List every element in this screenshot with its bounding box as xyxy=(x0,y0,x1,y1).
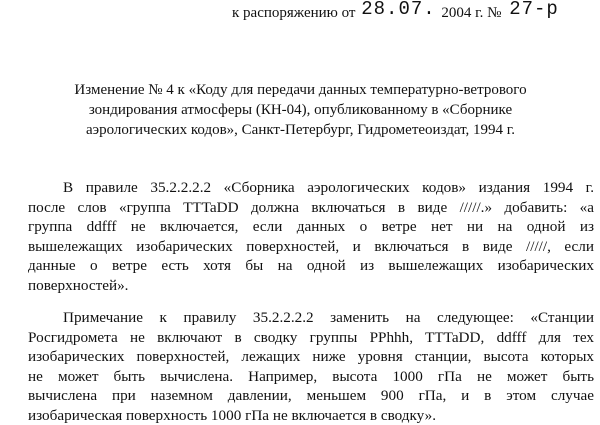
order-year: 2004 г. № xyxy=(441,5,501,21)
title-line: зондирования атмосферы (КН-04), опубликованному в «Сборнике xyxy=(28,100,573,120)
paragraph-line: после слов «группа TTTaDD должна включаться в виде /////.» добавить: «а xyxy=(28,198,594,218)
paragraph-line: группа ddfff не включается, если данных о ветре нет ни на одной из xyxy=(28,217,594,237)
title-line: аэрологических кодов», Санкт-Петербург, Гидрометеоиздат, 1994 г. xyxy=(28,120,573,140)
order-reference xyxy=(232,2,592,23)
paragraph-line: не может быть вычислена. Например, высота 1000 гПа не может быть xyxy=(28,367,594,387)
order-prefix: к распоряжению от xyxy=(232,5,355,21)
paragraph-line: Росгидромета не включают в сводку группы PPhhh, TTTaDD, ddfff для тех xyxy=(28,328,594,348)
paragraph-line: данные о ветре есть хотя бы на одной из вышележащих изобарических xyxy=(28,256,594,276)
note-paragraph xyxy=(28,308,594,425)
paragraph-line: Примечание к правилу 35.2.2.2.2 заменить на следующее: «Станции xyxy=(28,308,594,328)
order-number-handwritten: 27-р xyxy=(505,0,559,19)
paragraph-line: изобарических поверхностей, лежащих ниже уровня станции, высота которых xyxy=(28,347,594,367)
paragraph-line: поверхностей». xyxy=(28,276,594,296)
document-title xyxy=(28,80,573,140)
paragraph-line: вычислена при наземном давлении, меньшем 900 гПа, и в этом случае xyxy=(28,386,594,406)
paragraph-line: В правиле 35.2.2.2.2 «Сборника аэрологических кодов» издания 1994 г. xyxy=(28,178,594,198)
order-date-handwritten: 28.07. xyxy=(359,0,437,19)
amendment-paragraph xyxy=(28,178,594,295)
title-line: Изменение № 4 к «Коду для передачи данных температурно-ветрового xyxy=(28,80,573,100)
paragraph-line: изобарическая поверхность 1000 гПа не включается в сводку». xyxy=(28,406,594,425)
paragraph-line: вышележащих изобарических поверхностей, и включаться в виде /////, если xyxy=(28,237,594,257)
